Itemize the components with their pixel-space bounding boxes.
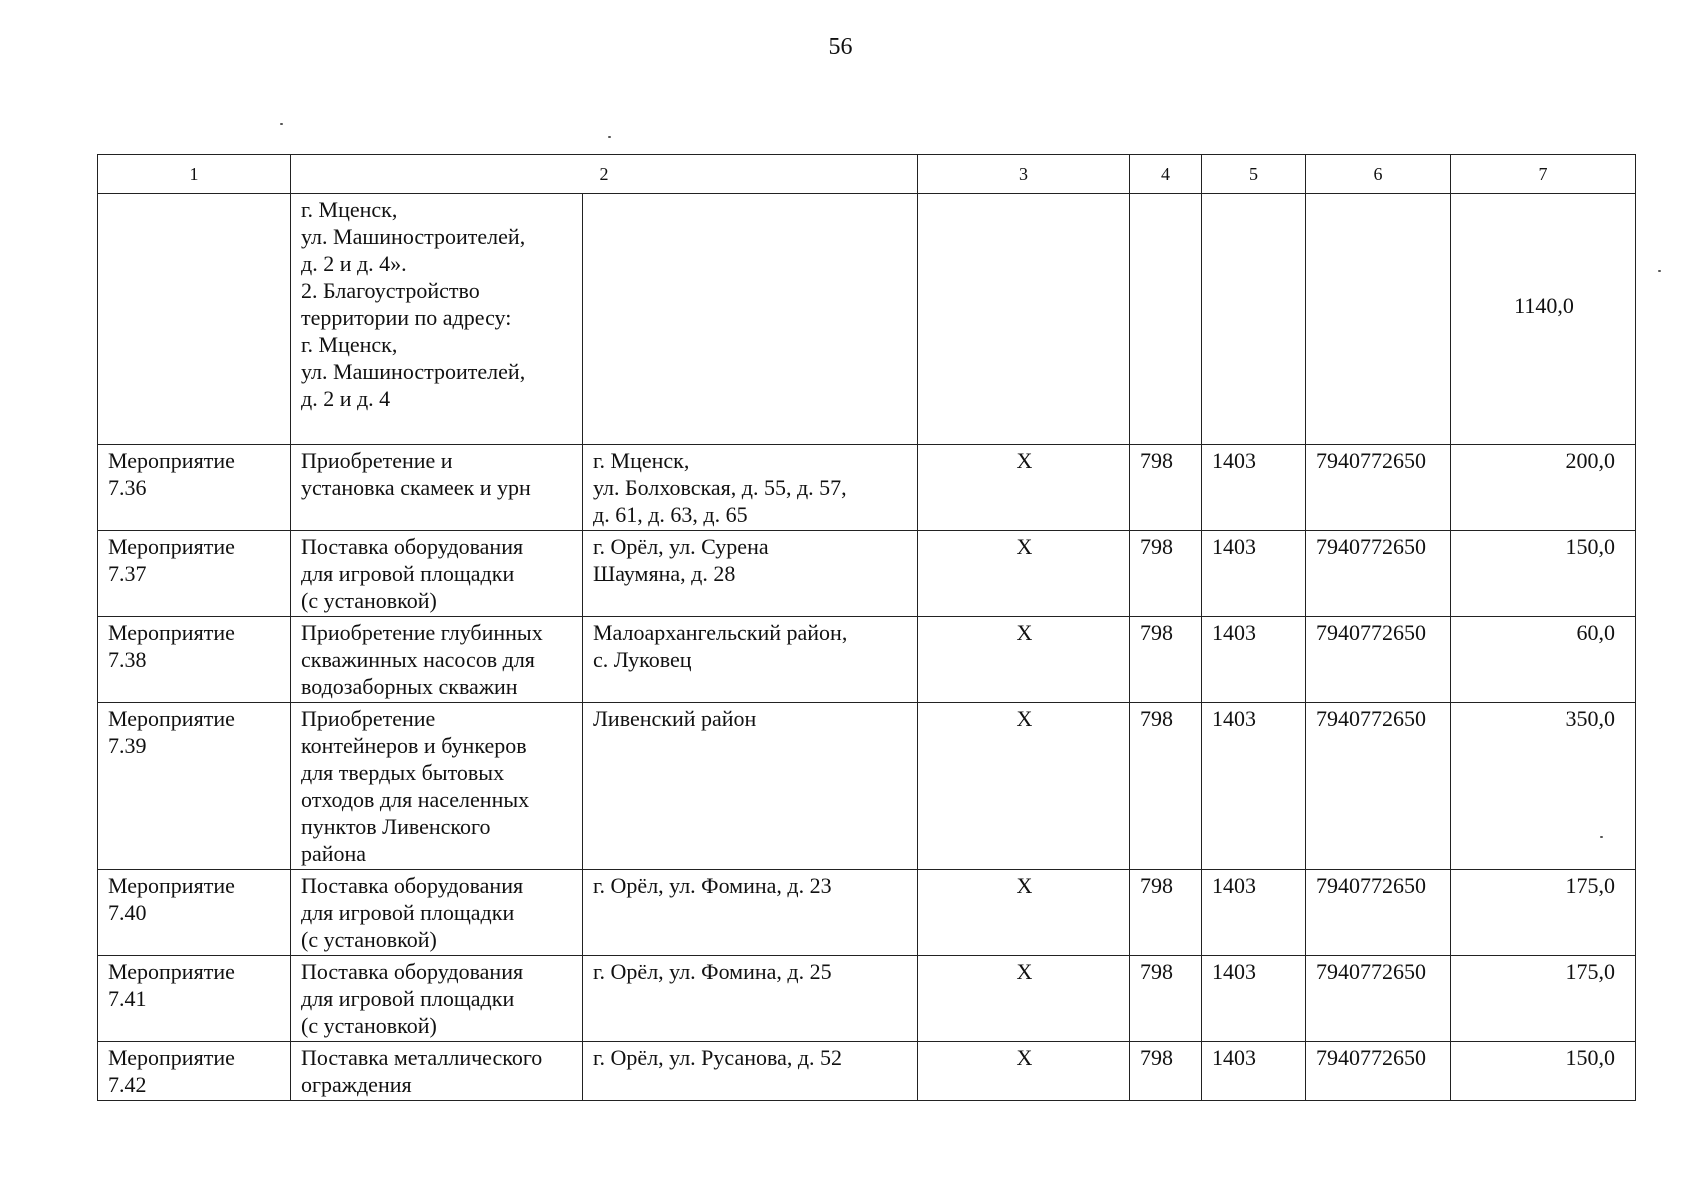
col3-cell: Х: [918, 531, 1130, 617]
text-line: 7.39: [108, 733, 147, 758]
text-line: ул. Машиностроителей,: [301, 224, 526, 249]
col5-cell: 1403: [1202, 445, 1306, 531]
text-line: пунктов Ливенского: [301, 814, 491, 839]
text-line: Ливенский район: [593, 706, 757, 731]
text-line: отходов для населенных: [301, 787, 530, 812]
table-row: [98, 956, 1636, 1042]
scan-speck: [1658, 270, 1661, 272]
text-line: 7.41: [108, 986, 147, 1011]
continuation-measure-cell: [98, 194, 291, 445]
name-cell: [291, 445, 583, 531]
address-cell: [583, 956, 918, 1042]
address-cell: [583, 531, 918, 617]
text-line: с. Луковец: [593, 647, 692, 672]
col6-cell: 7940772650: [1306, 703, 1451, 870]
text-line: для игровой площадки: [301, 561, 515, 586]
text-line: г. Орёл, ул. Фомина, д. 25: [593, 959, 832, 984]
col6-cell: 7940772650: [1306, 531, 1451, 617]
text-line: 7.38: [108, 647, 147, 672]
col4-cell: 798: [1130, 1042, 1202, 1101]
table-row: [98, 703, 1636, 870]
col6-cell: 7940772650: [1306, 617, 1451, 703]
text-line: Приобретение глубинных: [301, 620, 543, 645]
text-line: Приобретение: [301, 706, 436, 731]
text-line: г. Орёл, ул. Фомина, д. 23: [593, 873, 832, 898]
name-cell: [291, 870, 583, 956]
col6-cell: 7940772650: [1306, 445, 1451, 531]
amount-cell: 60,0: [1451, 617, 1636, 703]
name-cell: [291, 617, 583, 703]
text-line: установка скамеек и урн: [301, 475, 531, 500]
table-row: [98, 445, 1636, 531]
text-line: Шаумяна, д. 28: [593, 561, 736, 586]
col4-cell: 798: [1130, 531, 1202, 617]
scan-speck: [1600, 836, 1603, 838]
header-col-7: 7: [1451, 155, 1636, 194]
text-line: д. 61, д. 63, д. 65: [593, 502, 748, 527]
col6-cell: 7940772650: [1306, 956, 1451, 1042]
text-line: г. Мценск,: [593, 448, 690, 473]
col3-cell: Х: [918, 617, 1130, 703]
text-line: Мероприятие: [108, 620, 235, 645]
header-col-1: 1: [98, 155, 291, 194]
measure-cell: [98, 703, 291, 870]
header-col-6: 6: [1306, 155, 1451, 194]
text-line: водозаборных скважин: [301, 674, 518, 699]
scan-speck: [608, 136, 611, 138]
text-line: скважинных насосов для: [301, 647, 535, 672]
amount-cell: 150,0: [1451, 1042, 1636, 1101]
measure-cell: [98, 617, 291, 703]
header-col-5: 5: [1202, 155, 1306, 194]
text-line: 7.40: [108, 900, 147, 925]
text-line: Мероприятие: [108, 1045, 235, 1070]
col5-cell: 1403: [1202, 956, 1306, 1042]
text-line: ул. Болховская, д. 55, д. 57,: [593, 475, 847, 500]
text-line: территории по адресу:: [301, 305, 512, 330]
address-cell: [583, 445, 918, 531]
text-line: Приобретение и: [301, 448, 453, 473]
amount-cell: 200,0: [1451, 445, 1636, 531]
amount-cell: 150,0: [1451, 531, 1636, 617]
budget-table: [97, 154, 1636, 1101]
header-col-2: 2: [291, 155, 918, 194]
address-cell: [583, 703, 918, 870]
header-row: [98, 155, 1636, 194]
col3-cell: Х: [918, 870, 1130, 956]
name-cell: [291, 531, 583, 617]
continuation-col6-cell: [1306, 194, 1451, 445]
name-cell: [291, 956, 583, 1042]
text-line: контейнеров и бункеров: [301, 733, 527, 758]
col4-cell: 798: [1130, 870, 1202, 956]
text-line: Мероприятие: [108, 448, 235, 473]
measure-cell: [98, 956, 291, 1042]
col5-cell: 1403: [1202, 870, 1306, 956]
continuation-col3-cell: [918, 194, 1130, 445]
text-line: Поставка оборудования: [301, 959, 524, 984]
text-line: Мероприятие: [108, 959, 235, 984]
col4-cell: 798: [1130, 445, 1202, 531]
col4-cell: 798: [1130, 617, 1202, 703]
text-line: ограждения: [301, 1072, 412, 1097]
measure-cell: [98, 1042, 291, 1101]
measure-cell: [98, 531, 291, 617]
text-line: района: [301, 841, 367, 866]
col3-cell: Х: [918, 703, 1130, 870]
amount-cell: 350,0: [1451, 703, 1636, 870]
text-line: Малоархангельский район,: [593, 620, 848, 645]
col6-cell: 7940772650: [1306, 870, 1451, 956]
scan-speck: [280, 123, 283, 125]
text-line: г. Орёл, ул. Русанова, д. 52: [593, 1045, 843, 1070]
table-row: [98, 531, 1636, 617]
address-cell: [583, 1042, 918, 1101]
text-line: г. Орёл, ул. Сурена: [593, 534, 769, 559]
text-line: (с установкой): [301, 588, 437, 613]
name-cell: [291, 1042, 583, 1101]
text-line: для твердых бытовых: [301, 760, 505, 785]
col5-cell: 1403: [1202, 703, 1306, 870]
text-line: г. Мценск,: [301, 332, 398, 357]
text-line: для игровой площадки: [301, 986, 515, 1011]
col6-cell: 7940772650: [1306, 1042, 1451, 1101]
col3-cell: Х: [918, 445, 1130, 531]
col3-cell: Х: [918, 956, 1130, 1042]
continuation-name-cell: [291, 194, 583, 445]
text-line: (с установкой): [301, 927, 437, 952]
amount-cell: 175,0: [1451, 956, 1636, 1042]
col3-cell: Х: [918, 1042, 1130, 1101]
col4-cell: 798: [1130, 703, 1202, 870]
col5-cell: 1403: [1202, 1042, 1306, 1101]
col5-cell: 1403: [1202, 617, 1306, 703]
text-line: ул. Машиностроителей,: [301, 359, 526, 384]
col5-cell: 1403: [1202, 531, 1306, 617]
name-cell: [291, 703, 583, 870]
table-row: [98, 870, 1636, 956]
continuation-col5-cell: [1202, 194, 1306, 445]
measure-cell: [98, 445, 291, 531]
col4-cell: 798: [1130, 956, 1202, 1042]
header-col-4: 4: [1130, 155, 1202, 194]
text-line: 7.37: [108, 561, 147, 586]
text-line: Поставка металлического: [301, 1045, 543, 1070]
text-line: для игровой площадки: [301, 900, 515, 925]
text-line: 2. Благоустройство: [301, 278, 480, 303]
text-line: 7.42: [108, 1072, 147, 1097]
text-line: Поставка оборудования: [301, 534, 524, 559]
measure-cell: [98, 870, 291, 956]
text-line: г. Мценск,: [301, 197, 398, 222]
continuation-amount: 1140,0: [1451, 194, 1636, 445]
table-row: [98, 1042, 1636, 1101]
text-line: 7.36: [108, 475, 147, 500]
amount-cell: 175,0: [1451, 870, 1636, 956]
continuation-col4-cell: [1130, 194, 1202, 445]
text-line: д. 2 и д. 4: [301, 386, 391, 411]
continuation-row: [98, 194, 1636, 445]
text-line: Поставка оборудования: [301, 873, 524, 898]
text-line: Мероприятие: [108, 873, 235, 898]
page-number: 56: [828, 34, 853, 60]
address-cell: [583, 870, 918, 956]
text-line: д. 2 и д. 4».: [301, 251, 407, 276]
header-col-3: 3: [918, 155, 1130, 194]
table-row: [98, 617, 1636, 703]
text-line: (с установкой): [301, 1013, 437, 1038]
address-cell: [583, 617, 918, 703]
text-line: Мероприятие: [108, 706, 235, 731]
text-line: Мероприятие: [108, 534, 235, 559]
continuation-address-cell: [583, 194, 918, 445]
